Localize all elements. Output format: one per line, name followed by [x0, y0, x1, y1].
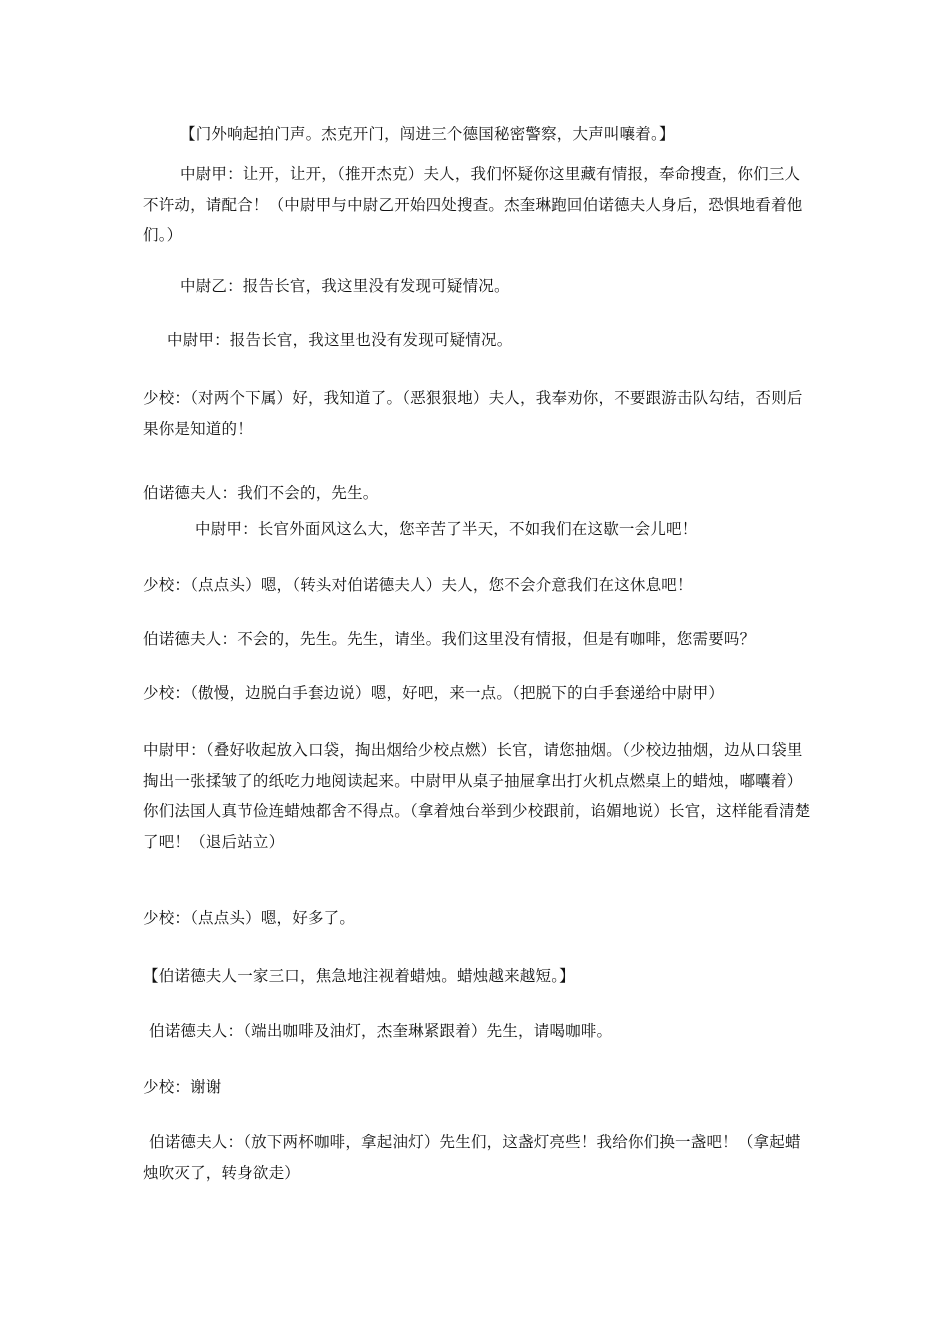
dialogue-line: 少校：（对两个下属）好，我知道了。（恶狠狠地）夫人，我奉劝你，不要跟游击队勾结，否则后果你是知道的！ [143, 389, 803, 438]
dialogue-line: 少校：（点点头）嗯，（转头对伯诺德夫人）夫人，您不会介意我们在这休息吧！ [143, 576, 693, 594]
stage-direction: 【伯诺德夫人一家三口，焦急地注视着蜡烛。蜡烛越来越短。】 [143, 967, 575, 985]
dialogue-line: 中尉甲：（叠好收起放入口袋，掏出烟给少校点燃）长官，请您抽烟。（少校边抽烟，边从口袋里掏出一张揉皱了的纸吃力地阅读起来。中尉甲从桌子抽屉拿出打火机点燃桌上的蜡烛，嘟囔着）你们法国人真节俭连蜡烛都舍不得点。（拿着烛台举到少校跟前，谄媚地说）长官，这样能看清楚了吧！（退后站立） [143, 741, 811, 851]
dialogue-line: 少校：（傲慢，边脱白手套边说）嗯，好吧，来一点。（把脱下的白手套递给中尉甲） [143, 684, 725, 702]
dialogue-line: 中尉甲：长官外面风这么大，您辛苦了半天，不如我们在这歇一会儿吧！ [195, 520, 698, 538]
dialogue-line: 伯诺德夫人：（端出咖啡及油灯，杰奎琳紧跟着）先生，请喝咖啡。 [149, 1022, 613, 1040]
dialogue-line: 伯诺德夫人：我们不会的，先生。 [143, 484, 379, 502]
dialogue-line: 少校：谢谢 [143, 1078, 222, 1096]
dialogue-line: 少校：（点点头）嗯，好多了。 [143, 909, 356, 927]
dialogue-line: 伯诺德夫人：（放下两杯咖啡，拿起油灯）先生们，这盏灯亮些！我给你们换一盏吧！（拿起蜡烛吹灭了，转身欲走） [143, 1133, 801, 1182]
dialogue-line: 中尉甲：让开，让开，（推开杰克）夫人，我们怀疑你这里藏有情报，奉命搜查，你们三人不许动，请配合！（中尉甲与中尉乙开始四处搜查。杰奎琳跑回伯诺德夫人身后，恐惧地看着他们。） [143, 165, 803, 244]
dialogue-line: 中尉甲：报告长官，我这里也没有发现可疑情况。 [167, 331, 513, 349]
dialogue-line: 伯诺德夫人：不会的，先生。先生，请坐。我们这里没有情报，但是有咖啡，您需要吗？ [143, 630, 756, 648]
dialogue-line: 中尉乙：报告长官，我这里没有发现可疑情况。 [180, 277, 510, 295]
stage-direction: 【门外响起拍门声。杰克开门，闯进三个德国秘密警察，大声叫嚷着。】 [180, 125, 675, 143]
